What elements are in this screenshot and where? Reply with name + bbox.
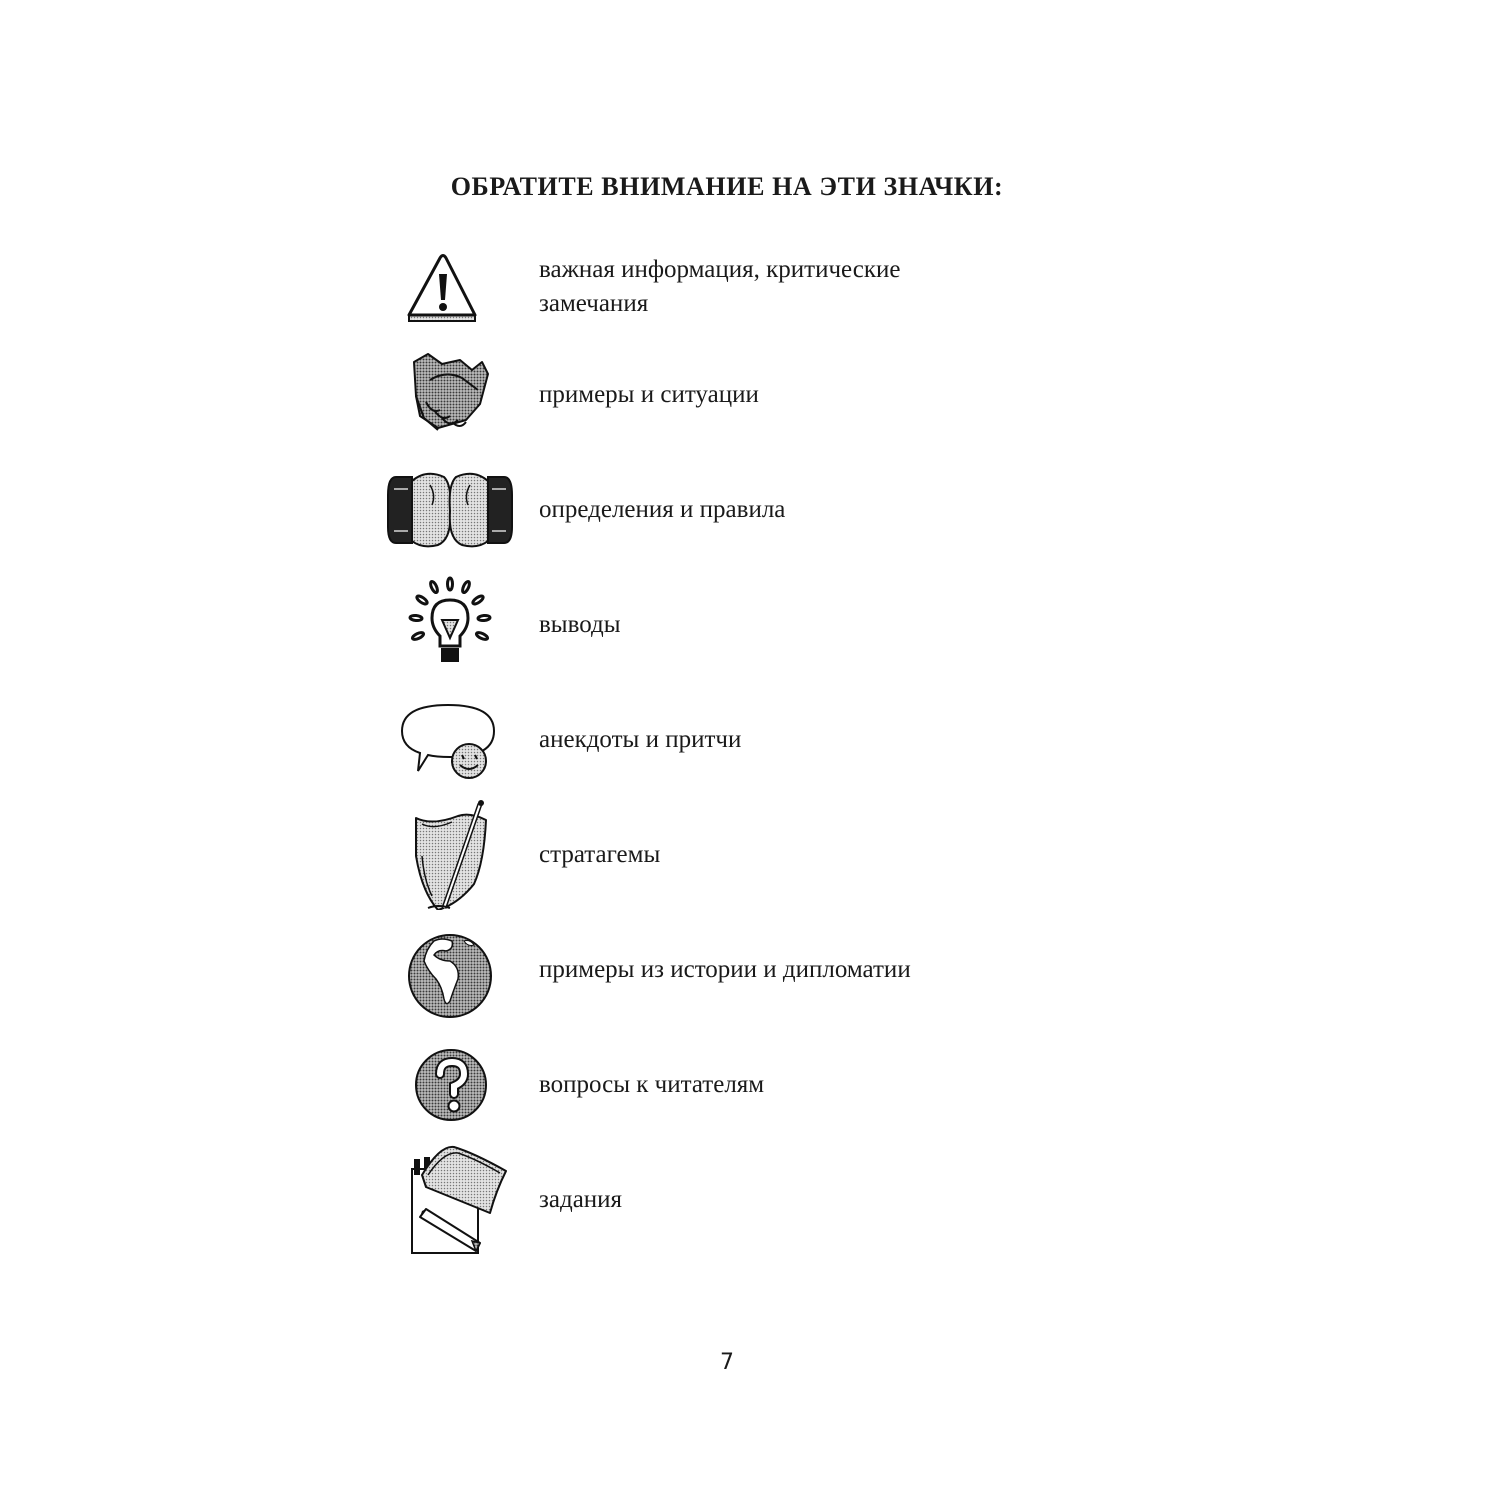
notepad-pencil-icon [380,1145,520,1255]
legend-label: анекдоты и притчи [539,726,742,753]
legend-item-notepad [380,1145,1100,1255]
legend-label: определения и правила [539,496,786,523]
legend-item-question [380,1030,1100,1140]
question-mark-icon [380,1030,520,1140]
legend-label: примеры из истории и дипломатии [539,956,911,983]
legend-item-speech-bubble [380,685,1100,795]
legend-item-handshake [380,340,1100,450]
legend-item-globe [380,915,1100,1025]
warning-icon [380,232,520,342]
legend-item-shield-sword [380,800,1100,910]
page-title: ОБРАТИТЕ ВНИМАНИЕ НА ЭТИ ЗНАЧКИ: [450,172,1004,201]
shield-sword-icon [380,800,520,910]
globe-icon [380,915,520,1025]
legend-item-warning [380,232,1100,342]
legend-item-boxing-gloves [380,455,1100,565]
page-number: 7 [720,1350,734,1375]
speech-bubble-smiley-icon [380,685,520,795]
legend-label: выводы [539,611,621,638]
legend-label: задания [539,1186,623,1213]
legend-label: вопросы к читателям [539,1071,765,1098]
legend-item-lightbulb [380,570,1100,680]
legend-label: примеры и ситуации [539,381,759,408]
legend-label: важная информация, критические замечания [539,256,901,317]
lightbulb-icon [380,570,520,680]
boxing-gloves-icon [380,455,520,565]
handshake-icon [380,340,520,450]
legend-label: стратагемы [539,841,661,868]
